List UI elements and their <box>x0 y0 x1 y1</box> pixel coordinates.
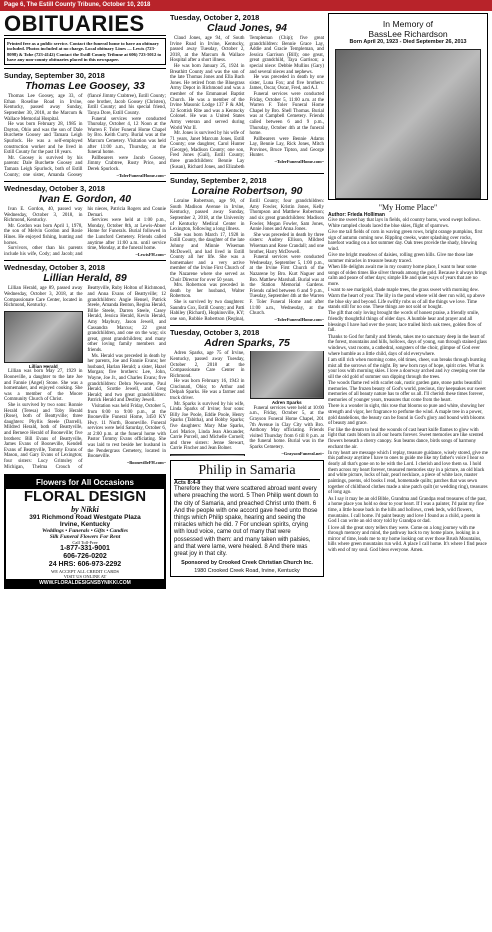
obit-para: Survivors, other than his parents include his wife, Cody; and Jacob; and his nieces, Patricia Rogers and Connie Demari. <box>4 207 166 257</box>
ad-phone-hours: 24 HRS: 606-973-2292 <box>48 561 122 569</box>
column-left <box>4 13 166 929</box>
bible-text: Therefore they that were scattered abroad went every where preaching the word. 5 Then Philip went down to the city of Samaria, and preached Christ unto them. 6 And the people with one accord gave heed unto those things which Philip spake, hearing and seeing the miracles which he did. 7 For unclean spirits, crying with loud voice, came out of many that were possessed with them: and many taken with palsies, and that were lame, were healed. 8 And there was great joy in that city. <box>174 486 319 557</box>
obit-source: ~TolerFuneralHome.com~ <box>116 172 166 178</box>
obit-para: He was born January 25, 1924 in Breathitt County and was the son of the late Thomas Jones and Ella Bach Jones. He retired from the Bluegrass Army Depot in Richmond and was a member of the Emmanuel Baptist Church. He was a member of the Irvine Masonic Lodge 137 F & AM, 32 Scottish Rite and was a Kentucky Colonel. He was a United States Army veteran and served during World War II. <box>170 63 245 131</box>
poem-stanza: I am still rich when morning come, old times, cheer, sun breaks through bursting mist all the sorrows of the night. By new born rays of hope, spirit cries. What is your loss with morning skies. I love a doorway arched and ivy creeping over the sill the old gold of summer sun dipping through the trees. <box>328 357 486 380</box>
obit-date: Tuesday, October 3, 2018 <box>170 328 260 338</box>
obit-body <box>170 36 324 170</box>
poem-stanza: Thanks to God for family and friends, takes me to sanctuary deep in the heart of the forest, mountains and hills, hollows, days of young, sun through stained glass windows, vast rooms, a cathedral, songsters of the choir, glimpse of God ever where humble as a little child, days of old everywhere. <box>328 334 487 357</box>
column-middle <box>170 13 324 929</box>
obit-para: Funeral services were held at 10:00 a.m., Friday, October 5, at the Grayson Funeral Home Chapel, 201 7th Avenue in Clay City with Bro. Anthony May officiating. Friends visited Thursday from 6 till 8 p.m. at the funeral home. Burial was in the Sparks Cemetery. <box>249 405 324 450</box>
obit-para: Lillian was born May 27, 1929 in Booneville, a daughter to the late Joe and Fannie (Angel) Stone. She was a homemaker, and enjoyed cooking. She was a member of the Moore Community Church of Christ. <box>4 369 83 403</box>
memorial-photo <box>335 49 481 199</box>
obit-source: ~LewisFH.com~ <box>135 251 166 257</box>
obit-para: She was born March 17, 1928 in Estill County, the daughter of the late Johnny and Minnie Wiseman McDowell, and had lived in Estill County all her life. She was a homemaker and a very active member of the Irvine First Church of the Nazarene where she served as Choir Director for over 50 years. <box>170 232 245 283</box>
obit-name: Adren Sparks, 75 <box>204 337 290 350</box>
ad-toll-label: Call Toll-Free <box>72 540 98 546</box>
poem-stanza: I love all the great story tellers they were. Come on a long journey with me through memory and mind, the pathway back to my home place, looking in a mirror of time, leads me to my home looking out over those Brush Mountains, hills where green mountains run wild. A place I call home. It's where I find peace with end of my soul. God bless everyone. Amen. <box>328 525 487 554</box>
memorial-box <box>328 13 488 200</box>
obit-para: Mr. Goosey is survived by his parents: Dale Burchette Goosey and Tamara Leigh Spurlock, both of Estill County; one sister, Amanda Goosey (fiancé Jimmy Crabtree), Estill County; one brother, Jacob Goosey (Christen), Estill County; and his special friend, Tanya Dore, Estill County. <box>4 94 166 178</box>
obit-para: Mr. Jones is survived by his wife of 71 years, Janet Marcum Jones, Estill County; one daughter, Carol Hunter (George), Madison County; one son, Fred Jones (Gail), Estill County; three grandchildren: Bennie Lay (Susan), Richard Jones, and Elizabeth Templeman (Chip); five great grandchildren: Bennie Grace Lay, Addie and Gracie Templeman, and Jessica Garrison (Bill); one great, great grandchild, Taya Garrison; a special niece: Debbie Mullins (Gary) and several nieces and nephews. <box>170 36 324 170</box>
obit-para: Mr. Sparks is survived by his wife, Linda Sparks of Irvine; four sons: Billy Joe Poole, Eddie Poole, Henry Sparks (Tabitha), and Bobby Sparks; five daughters: Mary Mae Sparks, Lori Marice, Linda Jean Alexander, Carrie Purcell, and Michelle Cornell; and three sisters: Jenne Stewart, Carrie Fincher and Jean Bolner. <box>170 401 245 452</box>
ad-banner: Flowers for All Occasions <box>6 476 164 489</box>
memorial-name: BassLee Richardson <box>368 28 448 39</box>
poem-stanza: There is a wonder in sight, this rose that blooms so pure and white, showing her strength and vigor, her fragrance to perfume the wind. A maple tree in a power, gold dandelions, the beauty can be found in God's glory and bound with blooms of beauty and grace. <box>328 404 485 427</box>
ad-visit: VISIT US ONLINE AT <box>63 574 107 580</box>
obit-source: ~BoonevilleFH.com~ <box>126 459 166 465</box>
obit-body <box>170 199 324 322</box>
memorial-dates: Born April 20, 1923 - Died September 26, 2013 <box>349 39 467 45</box>
obit-para: Services were held at 1:00 p.m., Monday, October 8th, at Lewis-Abner Home for Funerals. Burial followed in the Lunsford Cemetery. Friends called anytime after 11:00 a.m. until service time, Monday, at the funeral home. <box>87 218 166 252</box>
obit-name: Lillian Herald, 89 <box>43 272 127 285</box>
ad-services: Weddings • Funerals • Gifts • Candles <box>41 528 129 535</box>
obit-para: Mrs. Robertson was preceded in death by her husband, Walter Robertson. <box>170 283 245 300</box>
obit-body <box>4 207 166 257</box>
bible-sponsor: Sponsored by Crooked Creek Christian Church Inc. <box>181 560 313 567</box>
obit-para: Pallbearers were Jacob Goosey, Jimmy Crabtree, Rusty Price, and Derek Spurlock. <box>87 155 166 172</box>
obituary-jones <box>170 13 324 170</box>
obit-para: He was born February 16, 1943 in Cincinnati, Ohio; to Arthur and Delpah Sparks. He was a farmer and truck driver. <box>170 379 245 402</box>
obit-name: Claud Jones, 94 <box>207 22 287 34</box>
bible-reference: Acts 8:4-8 <box>174 480 201 487</box>
poem-stanza: When life delights await me in my country home place, I want to hear some songs of olden times like silver threads among the gold. Because it always brings calm and peace of other days; simple life and quiet ways of years that are no more. <box>328 265 487 287</box>
poem-stanza: The woods flame red with scarlet oak, rustic garden gate, stone paths beautiful memories. The frozen beauty of God's world, precious, tiny keepsakes our sweet memories of all beauty nature has to offer us all. I'll cherish these times forever, memories of younger years, treasures that come from the heart. <box>328 381 486 404</box>
obit-para: Loraine Robertson, age 90, of South Madison Avenue in Irvine, Kentucky, passed away Sunday, September 2, 2018, at the University of Kentucky Medical Center in Lexington, following a long illness. <box>170 199 245 233</box>
poem-title: "My Home Place" <box>378 203 438 212</box>
poem-stanza: The gift that only loving brought the words of honest praise, a friendly smile, friendly thoughtful things of older days. A humble hear and prayer and all blessings I have had over the years; lace trailed birch oak trees, golden flow of fall. <box>328 311 482 334</box>
obit-source: ~TolerFuneralHome.com~ <box>274 159 324 165</box>
poem-stanza: As I say it may be an old Bible, Grandma and Grandpa read treasures of the past, a home place you hold so dear to your heart. If I was a painter, I'd paint my fine time, a little house back in the hills and hollows, creek beds, wild flowers, mountains. I call home. I'd paint beauty and love I found as a child, a poem in God I can write an old story told by Grandpa or dad. <box>328 496 487 525</box>
obit-para: He was preceded in death by one sister, Luna Fox; and five brothers: James, Oscar, Oscar, Fred, and A.J. <box>249 75 324 92</box>
obituary-goosey <box>4 68 166 178</box>
poem-author: Author: Frieda Holliman <box>328 212 385 218</box>
ad-phone-1: 1-877-331-9001 <box>60 545 110 553</box>
obit-para: Visitation was held Friday, October 5, from 6:00 to 9:00 p.m., at the Booneville Funeral Home, 3450 KY Hwy. 11 North, Booneville. Funeral services were held Saturday, October 6, at 2:00 p.m. at the funeral home with Pastor Tommy Evans officiating. She was laid to rest beside her husband in the Pendergrass Cemetery, located in Booneville. <box>87 403 166 460</box>
obit-name: Ivan E. Gordon, 40 <box>38 193 132 206</box>
obit-para: Funeral services were conducted Thursday, October 4, 12 Noon at the Warren F. Toler Funeral Home Chapel by Bro. Keith Curry. Burial was at the Marcum Cemetery. Visitation was held after 11:00 a.m., Thursday, at the funeral home. <box>87 116 166 156</box>
column-right <box>328 13 488 929</box>
page-header: Page 6, The Estill County Tribune, October 10, 2018 <box>0 0 492 11</box>
poem-stanza: In my heart are message which I replay, treasure guidance, wisely stored, give me this pathway anytime I have to ones to guide me like my father's voice I hear so dearly all that's gone on to be with the Lord. I cherish and love them so. I hold them across my heart forever, treasured memories stay in a picture, an old black and white picture, locks of hair, pearl necklace, a piece of white lace, master paintings, poems, old books I read, homemade quilts; patches that was sewn together of childhood clothes made a nine patch quilt (or wedding ring), treasures of long ago. <box>328 450 488 496</box>
obit-para: Adren Sparks, age 75 of Irvine, Kentucky, passed away Tuesday, October 2, 2018 at the Compassionate Care Center in Richmond. <box>170 351 245 379</box>
photo-caption: Lillian Herald <box>28 363 58 369</box>
obit-para: Funeral services were conducted Wednesday, September 5, 1:00 p.m., at the Irvine First Church of the Nazarene by Bro. Kurt Naguer and Bro. Matthew Marshall. Burial was at the Station Memorial Gardens. Friends called between 6 and 9 p.m., Tuesday, September 4th at the Warren F. Toler Funeral Home and after 11:00 a.m., Wednesday, at the Church. <box>249 255 324 317</box>
ad-business-name: FLORAL DESIGN <box>23 488 147 506</box>
obit-date: Tuesday, October 2, 2018 <box>170 13 260 22</box>
obit-date: Wednesday, October 3, 2018 <box>4 263 106 273</box>
obit-para: He was born February 28, 1985 in Dayton, Ohio and was the son of Dale Burchette Goosey and Tamara Leigh Spurlock. He was a self-employed construction worker and he lived in Estill County for the past 18 years. <box>4 122 83 156</box>
bible-title: Philip in Samaria <box>174 463 320 480</box>
notice-box: Printed free as a public service. Contact the funeral home to have an obituary included. Photos included at no charge. Local obituary Lines — Lewis (723-8098) & Tobe (723-4142) Contact the Estill County Tribune at 606) 723-5012 to have any non-county obituaries placed in this newspaper. <box>4 38 166 65</box>
poem-stanza: Give me sweet hay that lays in fields, old country barns, wood swept hollows. White rampled clouds laced the blue skies, flight of sparrows. <box>328 218 481 229</box>
obit-para: Mr. Gordon was born April 1, 1978, the son of Melvin Gordon and Rosie Hines. He enjoyed fishing, hunting and horses. <box>4 223 83 246</box>
ad-website-link[interactable]: WWW.FLORALDESIGNSBYNIKKI.COM <box>6 579 164 587</box>
obit-para: Thomas Lee Goosey, age 33, of Ethan Roseline Road in Irvine, Kentucky, passed away Sunday, September 30, 2018, at the Marcum & Wallace Memorial Hospital. <box>4 94 83 122</box>
obit-para: She is survived by two sons: Ronnie Herald (Teresa) and Toby Herald (Rose), both of Beattyville; three daughters: Phyllis Steele (Darrell), Mildred Herald, both of Beattyville, and Bernece Herald of Booneville; five brothers: Bill Evans of Beattyville, James Evans of Booneville, Kendell Evans of Beattyville, Tommy Evans of Mason, and Gary Evans of Lexington; four sisters: Lucy Grimsley of Michigan, Thelma Crouch of Beattyville, Ruby Holton of Richmond, and Anna Evans of Beattyville; 12 grandchildren: Angie Hensel, Patrick Steele, Amanda Benton, Regina Herald, Billie Steele, Darren Steele, Casey Herald, Jessica Herald, Kevin Herald, Amy Maybury, Jason Jewell, and Cassandra Marcus; 22 great grandchildren, and one on the way; six great, great grandchildren; and many other loving family members and friends. <box>4 286 166 470</box>
obit-para: She was preceded in death by three sisters: Audrey Ellison, Mildred Wiseman and Rose Crandall; and one brother, Harry McDowell. <box>249 232 324 255</box>
obit-photo <box>4 311 83 363</box>
bible-sponsor-address: 1980 Crooked Creek Road, Irvine, Kentucky <box>194 568 300 575</box>
poem-stanza: Give me bright meadows of daisies, rolling green hills. Give me those late summer miracles in treasure beauty traced. <box>328 253 474 264</box>
obituary-sparks <box>170 325 324 456</box>
florist-ad <box>4 474 166 589</box>
obit-para: Ivan E. Gordon, 40, passed way Wednesday, October 3, 2018, in Richmond, Kentucky. <box>4 207 83 224</box>
ad-city: Irvine, Kentucky <box>59 521 111 529</box>
obit-date: Wednesday, October 3, 2018 <box>4 184 106 194</box>
obituary-gordon <box>4 181 166 257</box>
obit-body <box>170 351 324 456</box>
masthead: OBITUARIES <box>4 13 166 36</box>
obit-source: ~TolerFuneralHome.com~ <box>274 316 324 322</box>
obit-name: Loraine Robertson, 90 <box>191 185 303 198</box>
obituary-robertson <box>170 173 324 322</box>
poem-stanza: For like the dream to heal the wounds of cast heart knife flames to glow with light that casts bloom in all our hearts forever. Sweet memories are like scented flowers beneath a cherry canopy. Sun beams dance, birds songs of harmony enchant the air. <box>328 427 484 450</box>
obit-para: Pallbearers were Bennie Adams Lay, Bennie Lay, Rick Jones, Mitch Provines, Bruce Tipton, and George Hunter. <box>249 136 324 159</box>
obituary-herald <box>4 260 166 470</box>
ad-credit: WE ACCEPT ALL CREDIT CARDS <box>51 569 119 575</box>
ad-services-2: Silk Funeral Flowers For Rent <box>49 534 121 541</box>
obit-body <box>4 94 166 178</box>
ad-phone-2: 606-726-0202 <box>63 553 107 561</box>
ad-byline: by Nikki <box>71 505 99 515</box>
obit-date: Sunday, September 30, 2018 <box>4 71 105 81</box>
photo-caption: Adren Sparks <box>271 400 302 406</box>
poem-stanza: Give me tall fields of corn in waving green rows, bright orange pumpkins, first sign of autumn coming now. Rippling creeks, water splashing over rocks, barefoot wading on a hot summer day. Oak trees provide the shady, blowing wind. <box>328 229 483 252</box>
obit-source: ~GraysonFuneral.net~ <box>281 450 324 456</box>
bible-verse-box <box>170 460 324 577</box>
memorial-title: In Memory of <box>382 19 434 29</box>
obit-para: Lillian Herald, age 89, passed away Wednesday, October 3, 2018, at the Compassionate Care Center, located in Richmond, Kentucky. <box>4 286 83 309</box>
obit-para: Funeral services were conducted Friday, October 5, 11:00 a.m. at the Warren F. Toler Funeral Home Chapel by Bro. Shell Thomas. Burial was at Campbell Cemetery. Friends called between 6 and 9 p.m., Thursday, October 4th at the funeral home. <box>249 91 324 137</box>
obit-para: Claud Jones, age 94, of South Irvine Road in Irvine, Kentucky, passed away Tuesday, October 2, 2018, at the Marcum & Wallace Hospital after a short illness. <box>170 36 245 64</box>
poem-stanza: I want to see marigold, shade maple trees, the grass sweet with morning dew. Warm the heart of your. The lily in the pond where wild deer run wild, up above the blue sky and beyond. Life swiftly robs us of all the things we love. Time stands still for no one. These things are not sold or bought. <box>328 288 485 311</box>
obit-body <box>4 286 166 470</box>
ad-address: 391 Richmond Road Westgate Plaza <box>29 514 141 522</box>
obit-date: Sunday, September 2, 2018 <box>170 176 267 186</box>
obit-name: Thomas Lee Goosey, 33 <box>25 80 145 93</box>
obit-para: Ms. Herald was preceded in death by her parents, Joe and Fannie Evans; her husband, Harlan Herald; a sister, Hazel Morgan; five brothers: Lee, John, Wayne, Joe Jr., and Charles Evans; five grandchildren: Debra Newsome, Paul Herald, Scottie Jewell, and Greg Herald; and two great grandchildren: Patrick Herald and Destiny Jewell. <box>87 353 166 404</box>
obit-para: She is survived by two daughters: Saundra Cox, Estill County; and Patti Habiley (Richard), Hopkinsville, KY; one son, Robbie Robertson (Regina), Estill County; four grandchildren: Amy Fowler, Kristin Jones, Kelly Thompson and Matthew Robertson; and six great grandchildren: Madison Fowler, Megan Fowler, Sam Jones, Annie Jones and Anna Jones. <box>170 199 324 322</box>
poem-body <box>328 218 488 554</box>
